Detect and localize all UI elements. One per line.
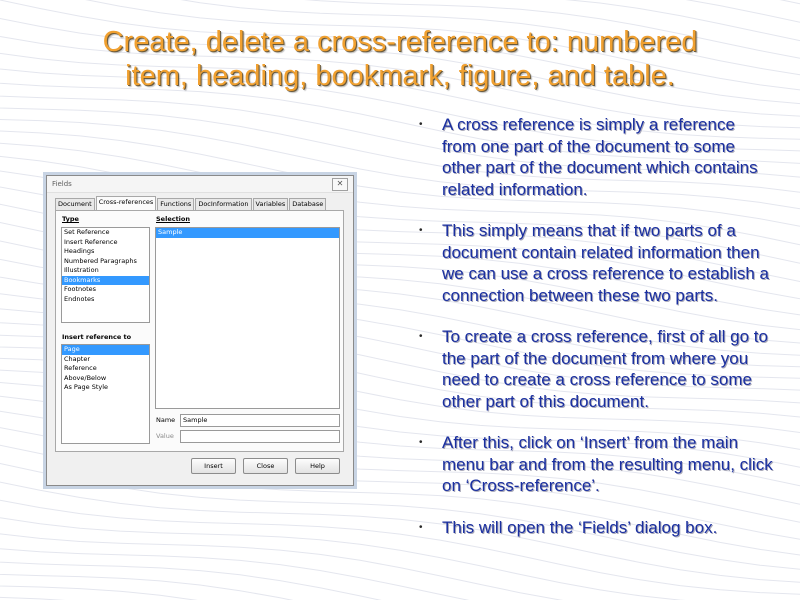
bullet-item bbox=[413, 517, 773, 539]
selection-label: Selection bbox=[156, 215, 191, 223]
background-wave-line bbox=[0, 555, 800, 600]
name-label: Name bbox=[156, 416, 176, 424]
tab-document[interactable]: Document bbox=[55, 198, 95, 210]
insert-ref-item-above-below[interactable]: Above/Below bbox=[64, 373, 107, 382]
type-item-headings[interactable]: Headings bbox=[64, 247, 95, 255]
bullet-marker: • bbox=[419, 521, 423, 533]
bullet-text: To create a cross reference, first of all go to the part of the document from where you need to create a cross reference to some other part of this document. bbox=[442, 327, 768, 411]
slide-title-line-1: Create, delete a cross-reference to: numbered bbox=[102, 26, 698, 58]
insert-reference-label: Insert reference to bbox=[62, 333, 132, 341]
insert-ref-item-page[interactable]: Page bbox=[62, 345, 149, 355]
background-wave-line bbox=[0, 0, 800, 4]
dialog-title: Fields bbox=[52, 180, 72, 188]
bullet-marker: • bbox=[419, 225, 423, 236]
value-label: Value bbox=[156, 432, 174, 440]
bullet-item bbox=[413, 114, 773, 200]
cross-references-panel bbox=[55, 210, 344, 452]
bullet-marker: • bbox=[419, 437, 423, 448]
help-button[interactable]: Help bbox=[295, 458, 340, 474]
type-item-bookmarks[interactable]: Bookmarks bbox=[62, 276, 149, 286]
insert-reference-list[interactable] bbox=[61, 344, 150, 444]
background-wave-line bbox=[0, 570, 800, 600]
type-list[interactable] bbox=[61, 227, 150, 323]
type-label: Type bbox=[62, 215, 79, 223]
tab-functions[interactable]: Functions bbox=[157, 198, 194, 210]
bullet-text: A cross reference is simply a reference from one part of the document to some other part of the document which contains related information. bbox=[442, 115, 758, 199]
slide-title-line-2: item, heading, bookmark, figure, and table. bbox=[125, 60, 675, 92]
tab-cross-references[interactable]: Cross-references bbox=[96, 196, 157, 210]
bullet-marker: • bbox=[419, 331, 423, 342]
insert-ref-item-reference[interactable]: Reference bbox=[64, 364, 97, 372]
slide-title bbox=[30, 25, 770, 93]
bullet-text: This will open the ‘Fields’ dialog box. bbox=[442, 517, 718, 537]
close-icon[interactable]: ✕ bbox=[332, 178, 348, 191]
insert-ref-item-chapter[interactable]: Chapter bbox=[64, 354, 90, 363]
tab-docinformation[interactable]: DocInformation bbox=[195, 198, 251, 210]
type-item-set-reference[interactable]: Set Reference bbox=[64, 228, 110, 236]
bullet-list bbox=[413, 114, 773, 558]
background-wave-line bbox=[0, 585, 800, 600]
type-item-insert-reference[interactable]: Insert Reference bbox=[64, 237, 118, 246]
dialog-titlebar bbox=[47, 176, 353, 193]
insert-button[interactable]: Insert bbox=[191, 458, 236, 474]
insert-ref-item-as-page-style[interactable]: As Page Style bbox=[64, 383, 109, 391]
bullet-text: After this, click on ‘Insert’ from the main menu bar and from the resulting menu, click on ‘Cross-reference’. bbox=[442, 433, 773, 495]
bullet-text: This simply means that if two parts of a document contain related information then we can use a cross reference to establish a connection between these two parts. bbox=[442, 221, 769, 305]
type-item-footnotes[interactable]: Footnotes bbox=[64, 285, 97, 293]
tab-database[interactable]: Database bbox=[289, 198, 326, 210]
type-item-illustration[interactable]: Illustration bbox=[64, 266, 99, 274]
bullet-item bbox=[413, 326, 773, 412]
type-item-endnotes[interactable]: Endnotes bbox=[64, 294, 95, 303]
fields-dialog bbox=[46, 175, 354, 486]
selection-item-sample[interactable]: Sample bbox=[156, 228, 339, 238]
selection-list[interactable] bbox=[155, 227, 340, 409]
background-wave-line bbox=[0, 0, 800, 22]
bullet-marker: • bbox=[419, 119, 423, 130]
name-field[interactable]: Sample bbox=[180, 414, 340, 427]
type-item-numbered-paragraphs[interactable]: Numbered Paragraphs bbox=[64, 256, 137, 265]
value-field[interactable] bbox=[180, 430, 340, 443]
tab-variables[interactable]: Variables bbox=[253, 198, 289, 210]
bullet-item bbox=[413, 220, 773, 306]
close-button[interactable]: Close bbox=[243, 458, 288, 474]
bullet-item bbox=[413, 432, 773, 497]
